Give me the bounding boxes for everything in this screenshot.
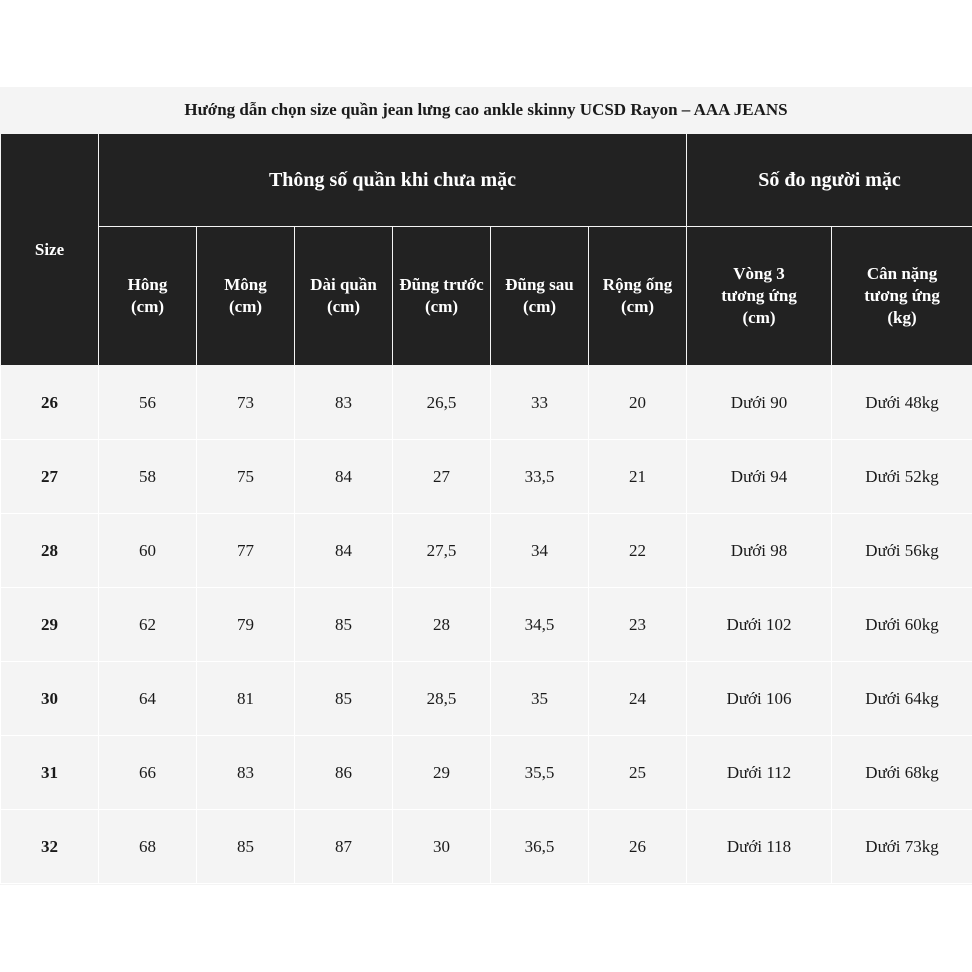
column-header-unit: (cm) (228, 297, 263, 316)
dung-sau-cell: 36,5 (491, 810, 589, 884)
can-nang-cell: Dưới 73kg (832, 810, 972, 884)
rong-ong-cell: 20 (589, 366, 687, 440)
can-nang-cell: Dưới 64kg (832, 662, 972, 736)
column-header-label: Dài quần (310, 275, 377, 294)
column-header-unit: (cm) (522, 297, 557, 316)
rong-ong-cell: 24 (589, 662, 687, 736)
size-cell: 29 (1, 588, 99, 662)
rong-ong-cell: 21 (589, 440, 687, 514)
dai-quan-cell: 86 (295, 736, 393, 810)
group-header-garment: Thông số quần khi chưa mặc (99, 134, 687, 227)
table-row (1, 810, 972, 884)
hong-cell: 58 (99, 440, 197, 514)
dai-quan-cell: 84 (295, 440, 393, 514)
vong3-cell: Dưới 90 (687, 366, 832, 440)
dai-quan-cell: 83 (295, 366, 393, 440)
table-row (1, 366, 972, 440)
table-row (1, 588, 972, 662)
dung-truoc-cell: 28,5 (393, 662, 491, 736)
mong-cell: 73 (197, 366, 295, 440)
rong-ong-cell: 22 (589, 514, 687, 588)
vong3-cell: Dưới 98 (687, 514, 832, 588)
dung-truoc-cell: 27,5 (393, 514, 491, 588)
column-header-vong3 (687, 227, 832, 366)
rong-ong-cell: 25 (589, 736, 687, 810)
column-header-label: Đũng trước (399, 275, 484, 294)
dung-sau-cell: 35 (491, 662, 589, 736)
can-nang-cell: Dưới 56kg (832, 514, 972, 588)
column-header-label: tương ứng (721, 286, 797, 305)
hong-cell: 64 (99, 662, 197, 736)
column-header-size: Size (1, 134, 99, 366)
column-header-dung-truoc (393, 227, 491, 366)
can-nang-cell: Dưới 48kg (832, 366, 972, 440)
mong-cell: 79 (197, 588, 295, 662)
group-header-wearer: Số đo người mặc (687, 134, 972, 227)
header-row-groups (1, 134, 972, 227)
vong3-cell: Dưới 102 (687, 588, 832, 662)
rong-ong-cell: 26 (589, 810, 687, 884)
size-cell: 26 (1, 366, 99, 440)
size-cell: 27 (1, 440, 99, 514)
column-header-rong-ong (589, 227, 687, 366)
dung-truoc-cell: 27 (393, 440, 491, 514)
size-cell: 30 (1, 662, 99, 736)
column-header-label: tương ứng (864, 286, 940, 305)
hong-cell: 60 (99, 514, 197, 588)
rong-ong-cell: 23 (589, 588, 687, 662)
dung-truoc-cell: 28 (393, 588, 491, 662)
header-row-columns (1, 227, 972, 366)
column-header-dai-quan (295, 227, 393, 366)
table-row (1, 440, 972, 514)
vong3-cell: Dưới 106 (687, 662, 832, 736)
hong-cell: 68 (99, 810, 197, 884)
column-header-unit: (cm) (742, 308, 776, 327)
dai-quan-cell: 85 (295, 662, 393, 736)
column-header-unit: (cm) (326, 297, 361, 316)
column-header-label: Vòng 3 (733, 264, 785, 283)
can-nang-cell: Dưới 60kg (832, 588, 972, 662)
dai-quan-cell: 85 (295, 588, 393, 662)
mong-cell: 75 (197, 440, 295, 514)
column-header-label: Cân nặng (866, 264, 938, 283)
mong-cell: 85 (197, 810, 295, 884)
size-cell: 28 (1, 514, 99, 588)
hong-cell: 62 (99, 588, 197, 662)
column-header-label: Rộng ống (602, 275, 673, 294)
dung-truoc-cell: 30 (393, 810, 491, 884)
dung-truoc-cell: 29 (393, 736, 491, 810)
column-header-label: Mông (224, 275, 267, 294)
dung-sau-cell: 34 (491, 514, 589, 588)
table-row (1, 514, 972, 588)
dung-sau-cell: 33 (491, 366, 589, 440)
dung-sau-cell: 34,5 (491, 588, 589, 662)
column-header-hong (99, 227, 197, 366)
dung-sau-cell: 35,5 (491, 736, 589, 810)
hong-cell: 56 (99, 366, 197, 440)
dai-quan-cell: 84 (295, 514, 393, 588)
mong-cell: 81 (197, 662, 295, 736)
column-header-unit: (cm) (130, 297, 165, 316)
can-nang-cell: Dưới 52kg (832, 440, 972, 514)
size-table (0, 133, 972, 884)
dung-sau-cell: 33,5 (491, 440, 589, 514)
chart-title: Hướng dẫn chọn size quần jean lưng cao ankle skinny UCSD Rayon – AAA JEANS (184, 100, 788, 119)
column-header-mong (197, 227, 295, 366)
mong-cell: 77 (197, 514, 295, 588)
column-header-unit: (cm) (424, 297, 459, 316)
size-cell: 32 (1, 810, 99, 884)
vong3-cell: Dưới 112 (687, 736, 832, 810)
hong-cell: 66 (99, 736, 197, 810)
column-header-can-nang (832, 227, 972, 366)
table-row (1, 662, 972, 736)
vong3-cell: Dưới 94 (687, 440, 832, 514)
dai-quan-cell: 87 (295, 810, 393, 884)
dung-truoc-cell: 26,5 (393, 366, 491, 440)
can-nang-cell: Dưới 68kg (832, 736, 972, 810)
table-row (1, 736, 972, 810)
column-header-unit: (kg) (887, 308, 917, 327)
column-header-dung-sau (491, 227, 589, 366)
column-header-unit: (cm) (621, 297, 655, 316)
column-header-label: Đũng sau (505, 275, 574, 294)
size-cell: 31 (1, 736, 99, 810)
mong-cell: 83 (197, 736, 295, 810)
vong3-cell: Dưới 118 (687, 810, 832, 884)
size-chart (0, 87, 972, 885)
column-header-label: Hông (127, 275, 168, 294)
